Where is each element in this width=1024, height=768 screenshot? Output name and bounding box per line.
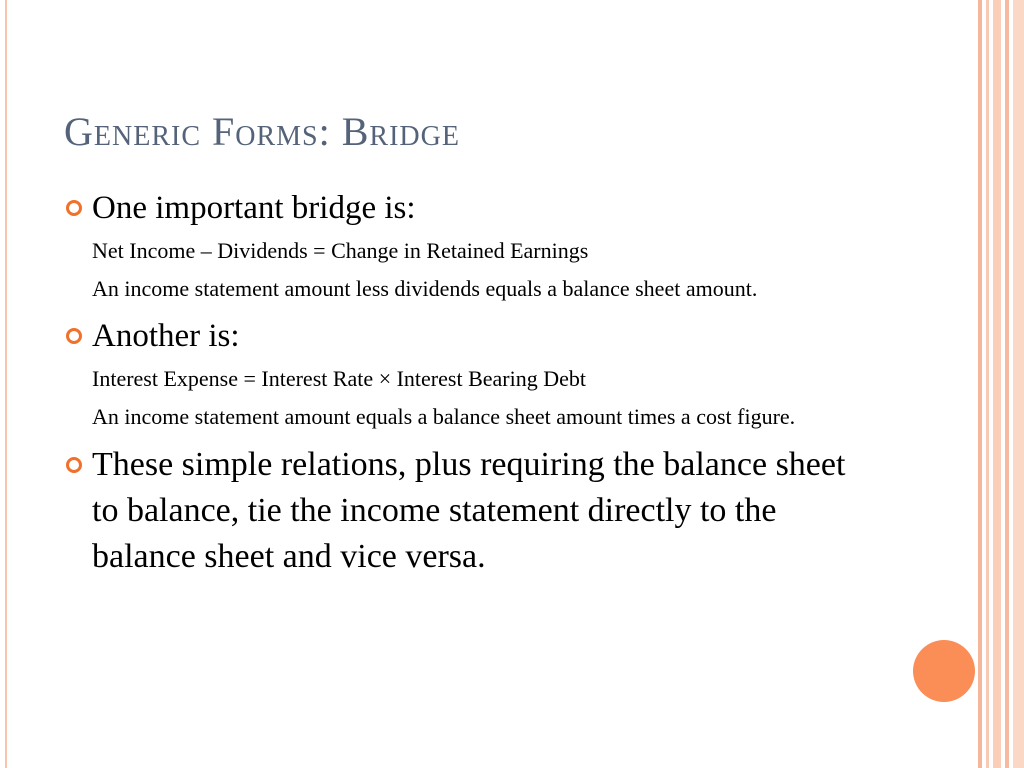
sub-item: Net Income – Dividends = Change in Retained Earnings xyxy=(92,238,589,263)
left-border-line xyxy=(5,0,7,768)
bullet-text: One important bridge is: xyxy=(92,190,416,226)
sub-item: Interest Expense = Interest Rate × Interest Bearing Debt xyxy=(92,366,586,391)
hollow-circle-bullet-icon xyxy=(66,457,82,473)
bullet-text: Another is: xyxy=(92,318,240,354)
sub-item: An income statement amount less dividends equals a balance sheet amount. xyxy=(92,276,758,301)
stripe xyxy=(1013,0,1024,768)
hollow-circle-bullet-icon xyxy=(66,200,82,216)
sub-item: An income statement amount equals a balance sheet amount times a cost figure. xyxy=(92,404,796,429)
stripe xyxy=(986,0,989,768)
bullet-item xyxy=(62,186,872,230)
slide-title: Generic Forms: Bridge xyxy=(64,109,460,154)
bullet-item xyxy=(62,314,872,358)
hollow-circle-bullet-icon xyxy=(66,328,82,344)
stripe xyxy=(978,0,982,768)
bullet-item xyxy=(62,442,872,580)
stripe xyxy=(993,0,1001,768)
bullet-text: These simple relations, plus requiring the balance sheet to balance, tie the income statement directly to the balance sheet and vice versa. xyxy=(92,446,846,575)
slide-body xyxy=(62,186,872,580)
orange-circle-icon xyxy=(913,640,975,702)
stripe xyxy=(1005,0,1009,768)
